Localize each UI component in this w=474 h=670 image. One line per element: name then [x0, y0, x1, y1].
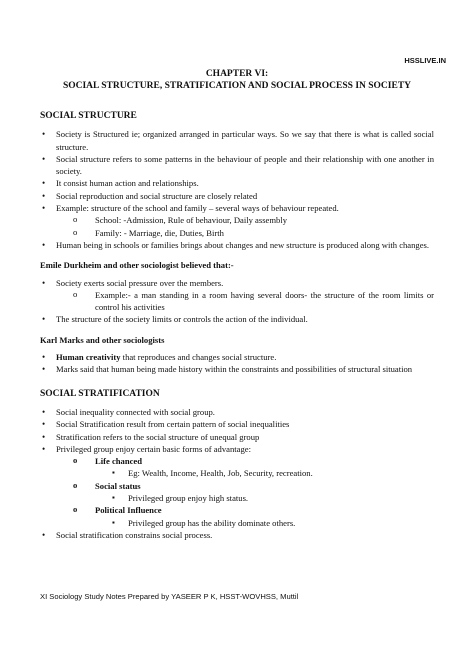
chapter-number: CHAPTER VI:: [205, 69, 269, 79]
list-item: • Society exerts social pressure over the members.: [40, 277, 434, 289]
sub-sub-list-item: ▪ Eg: Wealth, Income, Health, Job, Security, recreation.: [40, 467, 434, 479]
list-item: • The structure of the society limits or controls the action of the individual.: [40, 313, 434, 325]
document-body: [40, 110, 434, 541]
social-structure-list: [40, 128, 434, 251]
list-item: • Social reproduction and social structure are closely related: [40, 190, 434, 202]
page-footer: XI Sociology Study Notes Prepared by YASEER P K, HSST-WOVHSS, Muttil: [40, 592, 299, 601]
section-heading-social-stratification: SOCIAL STRATIFICATION: [40, 388, 160, 399]
sub-list-item: o Example:- a man standing in a room having several doors- the structure of the room limits or control his activities: [40, 289, 434, 314]
sub-list-item: o School: -Admission, Rule of behaviour, Daily assembly: [40, 214, 434, 226]
durkheim-heading: Emile Durkheim and other sociologist believed that:-: [40, 260, 234, 271]
list-item: • Marks said that human being made history within the constraints and possibilities of structural situation: [40, 363, 434, 375]
sub-sub-list-item: ▪ Privileged group has the ability dominate others.: [40, 517, 434, 529]
bold-term: Human creativity: [56, 352, 121, 363]
site-watermark: HSSLIVE.IN: [404, 56, 446, 65]
section-heading-social-structure: SOCIAL STRUCTURE: [40, 111, 137, 121]
list-item: • It consist human action and relationships.: [40, 177, 434, 189]
sub-list-item: o Family: - Marriage, die, Duties, Birth: [40, 227, 434, 239]
list-item: • Social inequality connected with social group.: [40, 406, 434, 418]
sub-list-item: o Political Influence: [40, 504, 434, 516]
list-item: • Social structure refers to some patterns in the behaviour of people and their relationship with one another in society.: [40, 153, 434, 178]
sub-sub-list-item: ▪ Privileged group enjoy high status.: [40, 492, 434, 504]
chapter-header: [0, 68, 474, 92]
list-item: [40, 351, 434, 363]
list-item: • Human being in schools or families brings about changes and new structure is produced along with changes.: [40, 239, 434, 251]
list-item: • Social Stratification result from certain pattern of social inequalities: [40, 418, 434, 430]
sub-list-item: o Life chanced: [40, 455, 434, 467]
list-item: • Stratification refers to the social structure of unequal group: [40, 431, 434, 443]
list-item: • Social stratification constrains social process.: [40, 529, 434, 541]
marks-list: [40, 351, 434, 376]
list-item: • Privileged group enjoy certain basic forms of advantage:: [40, 443, 434, 455]
marks-heading: Karl Marks and other sociologists: [40, 334, 165, 345]
list-item: • Society is Structured ie; organized arranged in particular ways. So we say that there is what is called social structure.: [40, 128, 434, 153]
sub-list-item: o Social status: [40, 480, 434, 492]
durkheim-list: [40, 277, 434, 326]
item-text: that reproduces and changes social structure.: [120, 352, 277, 363]
chapter-title: SOCIAL STRUCTURE, STRATIFICATION AND SOCIAL PROCESS IN SOCIETY: [62, 81, 412, 91]
list-item: • Example: structure of the school and family – several ways of behaviour repeated.: [40, 202, 434, 214]
stratification-list: [40, 406, 434, 541]
